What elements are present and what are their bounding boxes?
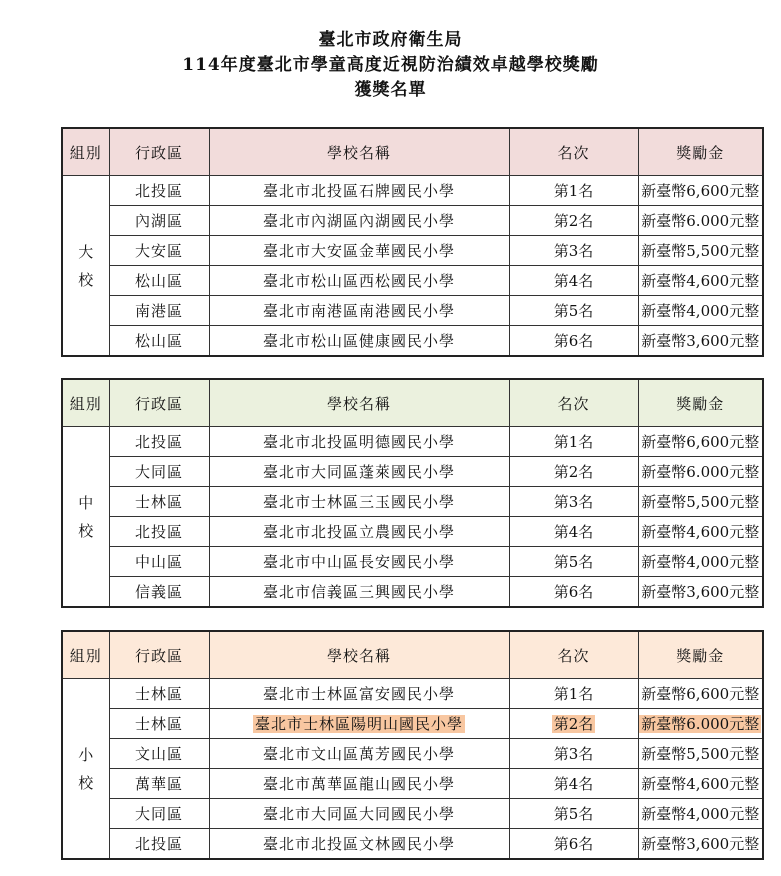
rank-cell: 第1名: [509, 427, 638, 457]
title-winners-list: 獲獎名單: [354, 80, 427, 100]
district-cell: 北投區: [109, 176, 209, 206]
award-table-large: [61, 127, 764, 357]
table-row: [62, 547, 763, 577]
district-cell: 中山區: [109, 547, 209, 577]
column-header-group: 組別: [62, 631, 109, 679]
prize-cell: 新臺幣4,600元整: [638, 517, 763, 547]
prize-cell: 新臺幣6.000元整: [638, 457, 763, 487]
column-header-group: 組別: [62, 128, 109, 176]
prize-cell: 新臺幣4,000元整: [638, 296, 763, 326]
rank-cell: 第4名: [509, 769, 638, 799]
table-row: [62, 296, 763, 326]
table-row: [62, 206, 763, 236]
school-name-cell: 臺北市南港區南港國民小學: [209, 296, 509, 326]
district-cell: 大同區: [109, 457, 209, 487]
group-label: [62, 679, 109, 860]
group-label: [62, 176, 109, 357]
school-name-cell: 臺北市士林區富安國民小學: [209, 679, 509, 709]
school-name-cell: 臺北市大同區蓬萊國民小學: [209, 457, 509, 487]
prize-cell: 新臺幣4,000元整: [638, 547, 763, 577]
group-label-char: 小: [78, 745, 94, 764]
column-header-rank: 名次: [509, 128, 638, 176]
district-cell: 北投區: [109, 427, 209, 457]
district-cell: 松山區: [109, 266, 209, 296]
table-row: [62, 326, 763, 357]
column-header-district: 行政區: [109, 631, 209, 679]
column-header-prize: 獎勵金: [638, 631, 763, 679]
school-name-cell: 臺北市松山區健康國民小學: [209, 326, 509, 357]
school-name-cell: 臺北市北投區明德國民小學: [209, 427, 509, 457]
school-name-cell: 臺北市內湖區內湖國民小學: [209, 206, 509, 236]
document-header: [0, 28, 781, 103]
district-cell: 大同區: [109, 799, 209, 829]
column-header-district: 行政區: [109, 128, 209, 176]
table-row: [62, 176, 763, 206]
school-name-cell: 臺北市大安區金華國民小學: [209, 236, 509, 266]
prize-cell: 新臺幣5,500元整: [638, 236, 763, 266]
column-header-school: 學校名稱: [209, 631, 509, 679]
highlighted-text: 臺北市士林區陽明山國民小學: [254, 715, 463, 733]
district-cell: 士林區: [109, 679, 209, 709]
school-name-cell: 臺北市大同區大同國民小學: [209, 799, 509, 829]
rank-cell: 第1名: [509, 679, 638, 709]
table-row: [62, 679, 763, 709]
table-row: [62, 487, 763, 517]
prize-cell: 新臺幣6,600元整: [638, 679, 763, 709]
prize-cell: 新臺幣4,000元整: [638, 799, 763, 829]
rank-cell: 第6名: [509, 326, 638, 357]
rank-cell: 第1名: [509, 176, 638, 206]
column-header-school: 學校名稱: [209, 379, 509, 427]
award-table-medium: [61, 378, 764, 608]
table-row: [62, 266, 763, 296]
column-header-rank: 名次: [509, 631, 638, 679]
rank-cell: 第5名: [509, 547, 638, 577]
rank-cell: 第4名: [509, 266, 638, 296]
table-header-row: [62, 379, 763, 427]
table-row: [62, 739, 763, 769]
prize-cell: 新臺幣4,600元整: [638, 769, 763, 799]
highlighted-text: 新臺幣6.000元整: [641, 715, 760, 733]
group-label-char: 校: [78, 773, 94, 792]
column-header-prize: 獎勵金: [638, 379, 763, 427]
table-row: [62, 709, 763, 739]
table-row: [62, 769, 763, 799]
rank-cell: 第6名: [509, 577, 638, 608]
prize-cell: 新臺幣5,500元整: [638, 487, 763, 517]
district-cell: 信義區: [109, 577, 209, 608]
district-cell: 北投區: [109, 517, 209, 547]
group-label-char: 校: [78, 521, 94, 540]
table-header-row: [62, 631, 763, 679]
prize-cell: 新臺幣6,600元整: [638, 427, 763, 457]
title-agency: 臺北市政府衛生局: [318, 30, 463, 50]
column-header-rank: 名次: [509, 379, 638, 427]
prize-cell: 新臺幣3,600元整: [638, 577, 763, 608]
table-row: [62, 829, 763, 860]
rank-cell: 第5名: [509, 799, 638, 829]
rank-cell: 第3名: [509, 739, 638, 769]
district-cell: 萬華區: [109, 769, 209, 799]
school-name-cell: [209, 709, 509, 739]
column-header-prize: 獎勵金: [638, 128, 763, 176]
column-header-district: 行政區: [109, 379, 209, 427]
school-name-cell: 臺北市北投區立農國民小學: [209, 517, 509, 547]
prize-cell: 新臺幣3,600元整: [638, 829, 763, 860]
school-name-cell: 臺北市中山區長安國民小學: [209, 547, 509, 577]
award-table-small: [61, 630, 764, 860]
prize-cell: 新臺幣6.000元整: [638, 206, 763, 236]
rank-cell: 第2名: [509, 457, 638, 487]
table-row: [62, 457, 763, 487]
rank-cell: 第6名: [509, 829, 638, 860]
school-name-cell: 臺北市信義區三興國民小學: [209, 577, 509, 608]
group-label-char: 校: [78, 270, 94, 289]
district-cell: 士林區: [109, 487, 209, 517]
district-cell: 南港區: [109, 296, 209, 326]
rank-cell: [509, 709, 638, 739]
rank-cell: 第5名: [509, 296, 638, 326]
rank-cell: 第3名: [509, 236, 638, 266]
school-name-cell: 臺北市萬華區龍山國民小學: [209, 769, 509, 799]
highlighted-text: 第2名: [553, 715, 594, 733]
group-label-char: 中: [78, 493, 94, 512]
table-row: [62, 236, 763, 266]
table-row: [62, 577, 763, 608]
title-award-name: 114年度臺北市學童高度近視防治績效卓越學校獎勵: [182, 55, 599, 75]
school-name-cell: 臺北市北投區文林國民小學: [209, 829, 509, 860]
district-cell: 大安區: [109, 236, 209, 266]
table-row: [62, 427, 763, 457]
rank-cell: 第3名: [509, 487, 638, 517]
rank-cell: 第4名: [509, 517, 638, 547]
table-header-row: [62, 128, 763, 176]
group-label-char: 大: [78, 242, 94, 261]
district-cell: 士林區: [109, 709, 209, 739]
prize-cell: 新臺幣6,600元整: [638, 176, 763, 206]
prize-cell: 新臺幣3,600元整: [638, 326, 763, 357]
prize-cell: 新臺幣5,500元整: [638, 739, 763, 769]
table-row: [62, 799, 763, 829]
district-cell: 北投區: [109, 829, 209, 860]
district-cell: 松山區: [109, 326, 209, 357]
column-header-school: 學校名稱: [209, 128, 509, 176]
district-cell: 文山區: [109, 739, 209, 769]
table-row: [62, 517, 763, 547]
school-name-cell: 臺北市北投區石牌國民小學: [209, 176, 509, 206]
prize-cell: [638, 709, 763, 739]
rank-cell: 第2名: [509, 206, 638, 236]
column-header-group: 組別: [62, 379, 109, 427]
district-cell: 內湖區: [109, 206, 209, 236]
group-label: [62, 427, 109, 608]
prize-cell: 新臺幣4,600元整: [638, 266, 763, 296]
school-name-cell: 臺北市松山區西松國民小學: [209, 266, 509, 296]
school-name-cell: 臺北市文山區萬芳國民小學: [209, 739, 509, 769]
school-name-cell: 臺北市士林區三玉國民小學: [209, 487, 509, 517]
